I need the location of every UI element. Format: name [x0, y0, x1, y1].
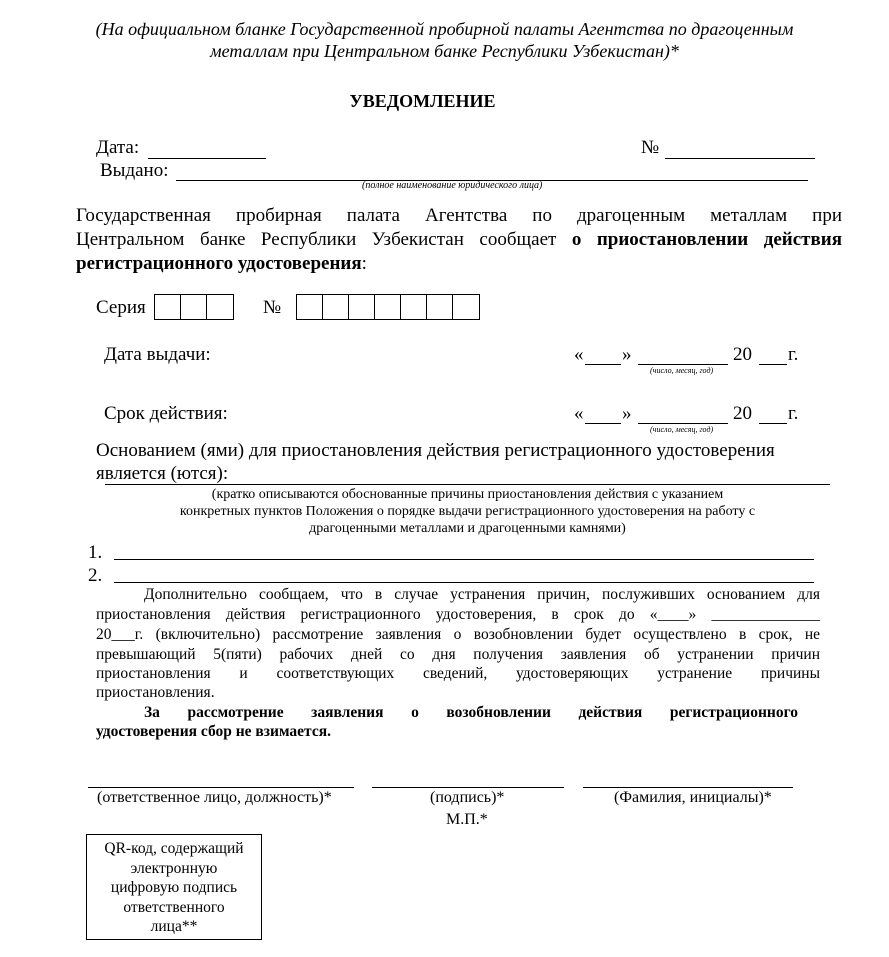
issue-date-label: Дата выдачи:: [104, 344, 211, 365]
number-cell[interactable]: [401, 295, 427, 319]
grounds-line1: Основанием (ями) для приостановления действия регистрационного удостоверения: [96, 440, 775, 461]
validity-label: Срок действия:: [104, 403, 228, 424]
qr-code-box: [86, 834, 262, 940]
issue-date-day-blank[interactable]: [585, 364, 621, 365]
series-label: Серия: [96, 297, 146, 318]
issue-date-year-suffix: г.: [788, 344, 799, 365]
series-boxes[interactable]: [154, 294, 234, 320]
qr-box-line4: ответственного: [123, 898, 225, 916]
validity-year-suffix: г.: [788, 403, 799, 424]
intro-line2-plain: Центральном банке Республики Узбекистан сообщает: [76, 229, 572, 250]
issue-date-year-prefix: 20: [733, 344, 752, 365]
number-cell[interactable]: [349, 295, 375, 319]
qr-box-line5: лица**: [150, 918, 198, 935]
qr-box-line2: электронную: [130, 859, 218, 877]
validity-open-quote: «: [574, 403, 584, 424]
validity-month-blank[interactable]: [638, 423, 728, 424]
grounds-item-2-number: 2.: [88, 565, 103, 586]
date-blank[interactable]: [148, 158, 266, 159]
grounds-line2: является (ются):: [96, 463, 229, 484]
number-cell[interactable]: [323, 295, 349, 319]
issue-date-year-blank[interactable]: [759, 364, 787, 365]
validity-caption: (число, месяц, год): [650, 425, 714, 434]
document-title: УВЕДОМЛЕНИЕ: [349, 91, 496, 111]
additional-line4: превышающий 5(пяти) рабочих дней со дня получения заявления об устранении причин: [96, 646, 820, 663]
intro-line1: Государственная пробирная палата Агентства по драгоценным металлам при: [76, 205, 842, 226]
number-cell[interactable]: [375, 295, 401, 319]
fee-notice-line1: За рассмотрение заявления о возобновлении действия регистрационного: [144, 704, 798, 721]
intro-line3: [76, 253, 367, 275]
issue-date-open-quote: «: [574, 344, 584, 365]
position-signature-line[interactable]: [88, 787, 354, 788]
grounds-item-1-blank[interactable]: [114, 559, 814, 560]
additional-line5: приостановления и соответствующих сведений, удостоверяющих устранение причины: [96, 665, 820, 682]
header-note-line2: металлам при Центральном банке Республики Узбекистан)*: [210, 41, 679, 61]
grounds-item-1-number: 1.: [88, 542, 103, 563]
grounds-caption3: драгоценными металлами и драгоценными камнями): [309, 521, 626, 536]
grounds-caption2: конкретных пунктов Положения о порядке выдачи регистрационного удостоверения на работу с: [179, 504, 756, 519]
validity-day-blank[interactable]: [585, 423, 621, 424]
stamp-place-label: М.П.*: [446, 811, 488, 828]
validity-year-prefix: 20: [733, 403, 752, 424]
issued-label: Выдано:: [100, 160, 169, 181]
signature-line[interactable]: [372, 787, 564, 788]
series-cell[interactable]: [207, 295, 233, 319]
grounds-blank[interactable]: [105, 484, 830, 485]
position-caption: (ответственное лицо, должность)*: [97, 789, 332, 806]
qr-box-line3: цифровую подпись: [110, 879, 238, 896]
additional-line6: приостановления.: [96, 684, 215, 701]
validity-year-blank[interactable]: [759, 423, 787, 424]
issued-caption: (полное наименование юридического лица): [362, 180, 543, 191]
intro-line2-bold: о приостановлении действия: [571, 229, 842, 250]
additional-line1: Дополнительно сообщаем, что в случае устранения причин, послуживших основанием для: [144, 586, 820, 603]
additional-line2: приостановления действия регистрационного удостоверения, в срок до «____» ______________: [96, 606, 820, 623]
number-cell[interactable]: [427, 295, 453, 319]
validity-close-quote: »: [622, 403, 632, 424]
issue-date-close-quote: »: [622, 344, 632, 365]
signature-caption: (подпись)*: [430, 789, 505, 806]
qr-box-line1: QR-код, содержащий: [104, 840, 244, 857]
series-number-label: №: [263, 297, 282, 318]
number-blank[interactable]: [665, 158, 815, 159]
additional-line3: 20___г. (включительно) рассмотрение заявления о возобновлении будет осуществлено в срок, не: [96, 626, 820, 643]
issue-date-month-blank[interactable]: [638, 364, 728, 365]
number-cell[interactable]: [453, 295, 479, 319]
grounds-item-2-blank[interactable]: [114, 582, 814, 583]
header-note-line1: (На официальном бланке Государственной пробирной палаты Агентства по драгоценным: [95, 19, 794, 39]
name-caption: (Фамилия, инициалы)*: [614, 789, 772, 806]
name-signature-line[interactable]: [583, 787, 793, 788]
number-cell[interactable]: [297, 295, 323, 319]
series-cell[interactable]: [155, 295, 181, 319]
intro-line2: [76, 229, 842, 251]
number-boxes[interactable]: [296, 294, 480, 320]
intro-line3-plain: :: [361, 253, 367, 274]
fee-notice-line2: удостоверения сбор не взимается.: [96, 723, 331, 740]
grounds-caption1: (кратко описываются обоснованные причины приостановления действия с указанием: [211, 487, 724, 502]
series-cell[interactable]: [181, 295, 207, 319]
intro-line3-bold: регистрационного удостоверения: [76, 253, 362, 274]
date-label: Дата:: [96, 137, 140, 158]
issue-date-caption: (число, месяц, год): [650, 366, 714, 375]
number-label: №: [641, 137, 660, 158]
